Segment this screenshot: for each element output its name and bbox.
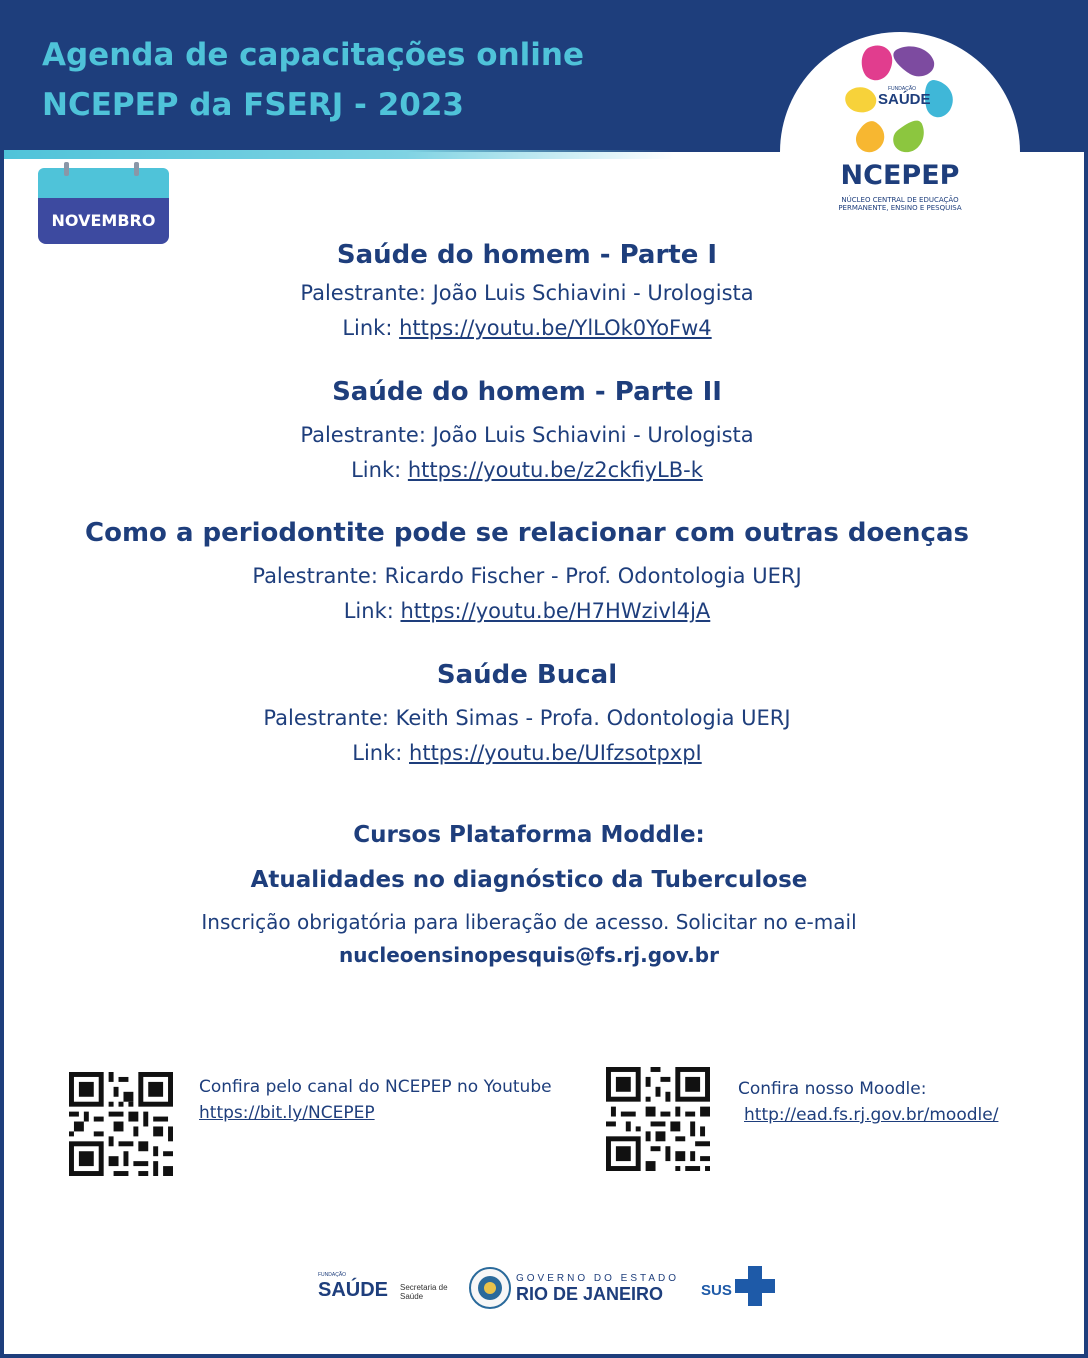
page-title [42, 30, 584, 130]
qr-youtube-text: Confira pelo canal do NCEPEP no Youtube [199, 1077, 552, 1097]
event-4-link[interactable]: https://youtu.be/UIfzsotpxpI [409, 741, 702, 765]
event-1-link-row [0, 316, 1054, 340]
footer-sus-logo: SUS [701, 1282, 732, 1299]
event-4-link-label: Link: [352, 741, 410, 765]
event-1-link[interactable]: https://youtu.be/YlLOk0YoFw4 [399, 316, 712, 340]
qr-youtube-caption [199, 1074, 552, 1126]
qr-moodle-link[interactable]: http://ead.fs.rj.gov.br/moodle/ [744, 1105, 999, 1125]
event-2-speaker: Palestrante: João Luis Schiavini - Urologista [300, 423, 754, 447]
sus-cross-icon [735, 1266, 775, 1306]
footer-logos [316, 1260, 786, 1312]
moodle-email[interactable]: nucleoensinopesquis@fs.rj.gov.br [339, 943, 719, 967]
moodle-course: Atualidades no diagnóstico da Tuberculose [250, 867, 808, 893]
event-1-speaker: Palestrante: João Luis Schiavini - Urologista [300, 281, 754, 305]
event-1-link-label: Link: [342, 316, 400, 340]
calendar-badge [38, 168, 169, 244]
rio-coat-of-arms-icon [470, 1268, 510, 1308]
footer-secretaria-line-1: Secretaria de [400, 1283, 448, 1292]
footer-secretaria-line-2: Saúde [400, 1292, 424, 1301]
calendar-ring-left [64, 162, 69, 176]
qr-code-moodle[interactable] [606, 1067, 710, 1171]
logo-brand: SAÚDE [878, 91, 931, 108]
footer-fund-logo: SAÚDE [318, 1279, 389, 1301]
logo-sub-line-1: NÚCLEO CENTRAL DE EDUCAÇÃO [841, 196, 959, 204]
title-line-1: Agenda de capacitações online [42, 37, 584, 73]
qr-moodle-link-row [738, 1102, 998, 1128]
logo-sub-line-2: PERMANENTE, ENSINO E PESQUISA [838, 204, 962, 212]
title-line-2: NCEPEP da FSERJ - 2023 [42, 87, 464, 123]
qr-moodle-text: Confira nosso Moodle: [738, 1079, 927, 1099]
calendar-month: NOVEMBRO [38, 198, 169, 244]
event-1-title: Saúde do homem - Parte I [336, 240, 718, 270]
qr-code-youtube[interactable] [69, 1072, 173, 1176]
moodle-note: Inscrição obrigatória para liberação de acesso. Solicitar no e-mail [201, 910, 857, 934]
event-2-title: Saúde do homem - Parte II [332, 377, 722, 407]
moodle-heading: Cursos Plataforma Moddle: [353, 822, 705, 848]
calendar-ring-right [134, 162, 139, 176]
event-3-link-row [0, 599, 1054, 623]
qr-youtube-link[interactable]: https://bit.ly/NCEPEP [199, 1103, 375, 1123]
logo-subtitle [780, 196, 1020, 212]
calendar-top [38, 168, 169, 198]
event-3-speaker: Palestrante: Ricardo Fischer - Prof. Odontologia UERJ [252, 564, 802, 588]
event-4-link-row [0, 741, 1054, 765]
logo-brand-small: FUNDAÇÃO [888, 86, 917, 92]
event-2-link[interactable]: https://youtu.be/z2ckfiyLB-k [407, 458, 703, 482]
event-4-title: Saúde Bucal [436, 660, 618, 690]
header-accent-line [4, 150, 674, 159]
footer-gov-line-1: GOVERNO DO ESTADO [516, 1273, 680, 1284]
event-3-link-label: Link: [343, 599, 401, 623]
footer-fund-small: FUNDAÇÃO [318, 1272, 347, 1278]
event-2-link-row [0, 458, 1054, 482]
event-2-link-label: Link: [351, 458, 408, 482]
event-3-title: Como a periodontite pode se relacionar com outras doenças [85, 518, 969, 548]
logo-name: NCEPEP [840, 160, 960, 191]
footer-gov-line-2: RIO DE JANEIRO [516, 1284, 664, 1304]
event-3-link[interactable]: https://youtu.be/H7HWzivl4jA [400, 599, 711, 623]
ncepep-flower-logo [838, 40, 962, 160]
qr-moodle-caption [738, 1076, 998, 1128]
event-4-speaker: Palestrante: Keith Simas - Profa. Odontologia UERJ [263, 706, 791, 730]
